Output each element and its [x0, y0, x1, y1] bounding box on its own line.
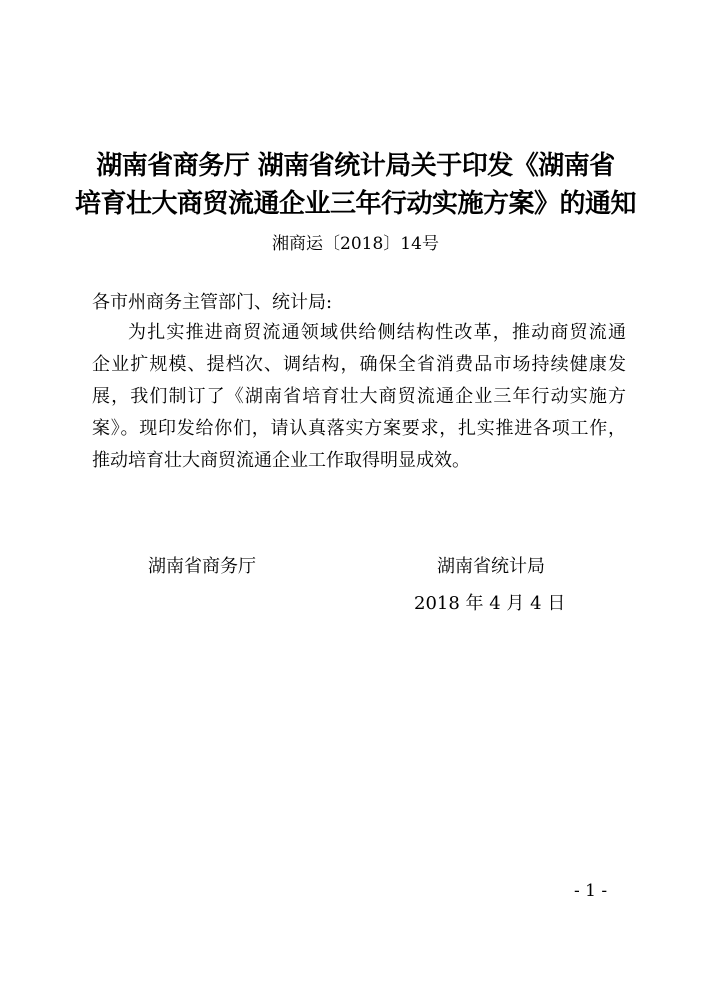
signature-date: 2018 年 4 月 4 日 [414, 593, 566, 614]
body-paragraph-line-3: 展，我们制订了《湖南省培育壮大商贸流通企业三年行动实施方 [92, 386, 626, 407]
body-paragraph-line-2: 企业扩规模、提档次、调结构，确保全省消费品市场持续健康发 [92, 354, 626, 375]
body-paragraph-line-4: 案》。现印发给你们，请认真落实方案要求，扎实推进各项工作， [92, 418, 626, 439]
signature-statistics-bureau: 湖南省统计局 [437, 556, 545, 577]
page-number: - 1 - [574, 881, 608, 901]
document-title-line-2: 培育壮大商贸流通企业三年行动实施方案》的通知 [74, 189, 636, 219]
body-paragraph-line-5: 推动培育壮大商贸流通企业工作取得明显成效。 [92, 450, 470, 471]
body-paragraph-line-1: 为扎实推进商贸流通领域供给侧结构性改革，推动商贸流通 [128, 322, 626, 343]
document-number: 湘商运〔2018〕14号 [272, 234, 439, 254]
document-title-line-1: 湖南省商务厅 湖南省统计局关于印发《湖南省 [96, 151, 615, 181]
signature-commerce-department: 湖南省商务厅 [148, 556, 256, 577]
addressee: 各市州商务主管部门、统计局: [92, 292, 333, 313]
